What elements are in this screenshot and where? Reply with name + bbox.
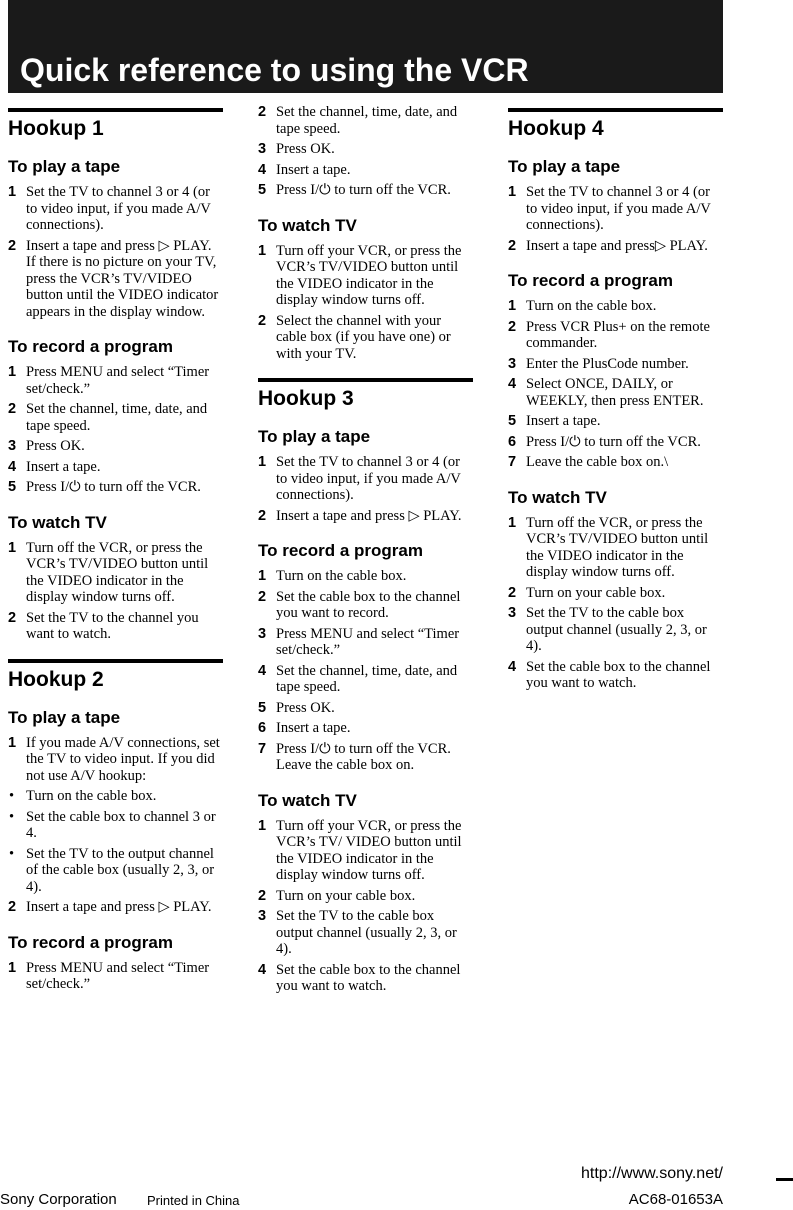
step-item xyxy=(8,364,223,397)
instruction-section xyxy=(8,336,223,496)
step-item xyxy=(258,162,473,179)
footer-company: Sony Corporation xyxy=(0,1191,117,1208)
step-item xyxy=(508,184,723,234)
step-text: Select ONCE, DAILY, or WEEKLY, then press ENTER. xyxy=(526,376,704,409)
step-text: Press I/⏻ to turn off the VCR. Leave the cable box on. xyxy=(276,740,451,773)
step-number: 2 xyxy=(508,318,517,335)
step-number: 7 xyxy=(508,454,517,470)
footer-printed-in: Printed in China xyxy=(147,1193,240,1208)
section-heading: To watch TV xyxy=(8,512,107,532)
step-number: 6 xyxy=(508,433,517,450)
step-item xyxy=(8,788,223,805)
step-list xyxy=(258,243,473,363)
step-number: 4 xyxy=(508,376,517,392)
step-number: 4 xyxy=(258,662,267,679)
instruction-section xyxy=(258,540,473,774)
instruction-section xyxy=(258,215,473,363)
step-text: Turn off your VCR, or press the VCR’s TV/ VIDEO button until the VIDEO indicator in the display window turns off. xyxy=(276,817,462,883)
hookup-section xyxy=(8,108,223,142)
section-heading: To watch TV xyxy=(508,487,607,507)
step-list xyxy=(258,104,473,199)
step-number: 1 xyxy=(508,184,517,200)
step-number: 2 xyxy=(508,237,517,254)
step-number: 5 xyxy=(258,699,267,716)
step-list xyxy=(8,184,223,320)
step-number: 1 xyxy=(508,514,517,531)
step-number: 2 xyxy=(508,584,517,601)
step-item xyxy=(258,568,473,585)
step-item xyxy=(508,659,723,692)
step-text: If you made A/V connections, set the TV to video input. If you did not use A/V hookup: xyxy=(26,734,220,784)
section-heading: To play a tape xyxy=(258,427,371,446)
step-item xyxy=(258,962,473,995)
section-heading: To record a program xyxy=(8,337,173,356)
step-item xyxy=(508,298,723,315)
hookup-section xyxy=(258,378,473,412)
step-list xyxy=(258,568,473,774)
section-heading: To watch TV xyxy=(258,790,357,810)
step-item xyxy=(508,238,723,255)
step-list xyxy=(508,298,723,471)
step-text: Press MENU and select “Timer set/check.” xyxy=(276,625,460,658)
step-text: Set the TV to channel 3 or 4 (or to video input, if you made A/V connections). xyxy=(276,454,461,503)
step-item xyxy=(8,899,223,916)
step-number: 5 xyxy=(8,479,17,495)
bullet-marker: • xyxy=(9,845,15,862)
step-number: 2 xyxy=(258,312,267,329)
step-text: Insert a tape and press▷ PLAY. xyxy=(526,237,708,254)
step-item xyxy=(8,401,223,434)
step-text: Insert a tape and press ▷ PLAY. xyxy=(276,507,462,524)
step-number: 2 xyxy=(8,609,17,626)
step-number: 4 xyxy=(258,161,267,178)
step-text: Set the cable box to the channel you want to watch. xyxy=(526,658,711,691)
step-item xyxy=(8,735,223,785)
step-number: 7 xyxy=(258,740,267,757)
hookup-heading: Hookup 3 xyxy=(258,387,354,410)
step-number: 1 xyxy=(258,242,267,259)
step-item xyxy=(508,605,723,655)
step-text: Turn on the cable box. xyxy=(276,568,407,584)
step-text: Press OK. xyxy=(276,699,335,716)
step-number: 1 xyxy=(8,959,17,976)
step-text: Turn off the VCR, or press the VCR’s TV/VIDEO button until the VIDEO indicator in the display window turns off. xyxy=(26,539,209,605)
step-number: 3 xyxy=(258,908,267,924)
step-text: Insert a tape and press ▷ PLAY. If there is no picture on your TV, press the VCR’s TV/VIDEO button until the VIDEO indicator appears in the display window. xyxy=(26,237,219,320)
step-number: 2 xyxy=(258,507,267,524)
step-text: Set the cable box to the channel you want to watch. xyxy=(276,961,461,994)
step-item xyxy=(258,104,473,137)
step-number: 3 xyxy=(258,141,267,157)
step-text: Press OK. xyxy=(276,141,335,157)
instruction-section xyxy=(508,156,723,254)
step-item xyxy=(258,508,473,525)
step-number: 4 xyxy=(508,658,517,675)
step-number: 4 xyxy=(258,961,267,978)
section-heading: To record a program xyxy=(8,932,173,952)
step-item xyxy=(258,454,473,504)
step-text: Insert a tape. xyxy=(26,458,101,475)
step-number: 1 xyxy=(508,298,517,314)
step-item xyxy=(258,888,473,905)
step-number: 1 xyxy=(8,364,17,380)
step-text: Turn off the VCR, or press the VCR’s TV/VIDEO button until the VIDEO indicator in the display window turns off. xyxy=(526,514,709,580)
step-item xyxy=(258,589,473,622)
bullet-marker: • xyxy=(9,808,15,825)
step-text: Set the TV to the channel you want to watch. xyxy=(26,609,199,642)
step-text: Turn off your VCR, or press the VCR’s TV/VIDEO button until the VIDEO indicator in the display window turns off. xyxy=(276,242,462,308)
section-heading: To play a tape xyxy=(8,157,121,176)
step-item xyxy=(258,720,473,737)
step-text: Turn on the cable box. xyxy=(526,298,657,314)
step-item xyxy=(508,585,723,602)
step-number: 5 xyxy=(258,182,267,198)
section-heading: To play a tape xyxy=(8,707,121,727)
step-list xyxy=(8,540,223,643)
step-item xyxy=(508,454,723,471)
step-list xyxy=(8,735,223,916)
footer-doc-code: AC68-01653A xyxy=(628,1191,723,1208)
step-text: Turn on the cable box. xyxy=(26,788,157,804)
step-item xyxy=(8,438,223,455)
step-text: Set the TV to the cable box output channel (usually 2, 3, or 4). xyxy=(526,605,707,654)
step-number: 1 xyxy=(8,184,17,200)
step-number: 1 xyxy=(258,817,267,834)
step-number: 1 xyxy=(8,734,17,751)
hookup-heading: Hookup 2 xyxy=(8,667,104,691)
instruction-section xyxy=(8,512,223,643)
step-item xyxy=(8,809,223,842)
step-list xyxy=(8,960,223,993)
hookup-section xyxy=(508,108,723,142)
step-text: Set the channel, time, date, and tape speed. xyxy=(26,401,208,434)
step-item xyxy=(258,182,473,199)
step-number: 1 xyxy=(8,539,17,556)
footer-url: http://www.sony.net/ xyxy=(581,1165,723,1182)
step-text: Press MENU and select “Timer set/check.” xyxy=(26,364,210,397)
step-list xyxy=(508,515,723,692)
column-3 xyxy=(508,104,723,708)
step-number: 2 xyxy=(258,588,267,605)
column-1 xyxy=(8,104,223,1009)
step-item xyxy=(8,238,223,321)
step-text: Set the channel, time, date, and tape speed. xyxy=(276,104,458,137)
step-item xyxy=(258,700,473,717)
section-heading: To watch TV xyxy=(258,215,357,235)
step-number: 1 xyxy=(258,454,267,470)
step-text: Insert a tape and press ▷ PLAY. xyxy=(26,899,212,915)
step-text: Press I/⏻ to turn off the VCR. xyxy=(526,433,701,450)
step-number: 3 xyxy=(508,355,517,372)
step-text: Set the TV to channel 3 or 4 (or to video input, if you made A/V connections). xyxy=(526,184,711,233)
step-text: Insert a tape. xyxy=(526,413,601,429)
step-item xyxy=(258,243,473,309)
step-text: Insert a tape. xyxy=(276,161,351,178)
step-item xyxy=(8,960,223,993)
step-item xyxy=(258,141,473,158)
step-text: Press MENU and select “Timer set/check.” xyxy=(26,959,210,992)
step-item xyxy=(508,434,723,451)
step-item xyxy=(508,376,723,409)
step-item xyxy=(508,413,723,430)
step-number: 3 xyxy=(508,605,517,621)
instruction-section xyxy=(508,270,723,471)
step-item xyxy=(8,540,223,606)
step-number: 2 xyxy=(258,104,267,120)
step-list xyxy=(258,454,473,524)
hookup-heading: Hookup 1 xyxy=(8,117,104,140)
step-text: Turn on your cable box. xyxy=(276,887,416,904)
step-text: Set the channel, time, date, and tape speed. xyxy=(276,662,458,695)
bullet-marker: • xyxy=(9,788,15,804)
instruction-section xyxy=(8,932,223,993)
page-title: Quick reference to using the VCR xyxy=(20,52,529,88)
step-item xyxy=(258,818,473,884)
title-banner xyxy=(8,0,723,93)
step-item xyxy=(8,610,223,643)
step-item xyxy=(508,356,723,373)
step-item xyxy=(8,184,223,234)
step-item xyxy=(508,319,723,352)
step-item xyxy=(8,846,223,896)
step-number: 2 xyxy=(8,899,17,915)
step-text: Set the cable box to channel 3 or 4. xyxy=(26,808,216,841)
step-text: Press I/⏻ to turn off the VCR. xyxy=(276,182,451,198)
step-text: Set the TV to channel 3 or 4 (or to video input, if you made A/V connections). xyxy=(26,184,211,233)
column-2 xyxy=(258,104,473,1011)
step-text: Set the cable box to the channel you want to record. xyxy=(276,588,461,621)
edge-mark xyxy=(776,1178,793,1181)
step-text: Enter the PlusCode number. xyxy=(526,355,689,372)
step-number: 3 xyxy=(258,625,267,642)
step-text: Press OK. xyxy=(26,438,85,454)
section-heading: To record a program xyxy=(508,271,673,290)
step-item xyxy=(8,479,223,496)
step-number: 4 xyxy=(8,458,17,475)
instruction-section xyxy=(8,707,223,916)
step-item xyxy=(508,515,723,581)
step-item xyxy=(258,663,473,696)
step-text: Press I/⏻ to turn off the VCR. xyxy=(26,479,201,495)
step-number: 6 xyxy=(258,720,267,736)
instruction-section xyxy=(8,156,223,320)
step-number: 1 xyxy=(258,568,267,584)
instruction-section xyxy=(508,487,723,692)
step-text: Leave the cable box on.\ xyxy=(526,454,669,470)
step-number: 2 xyxy=(8,401,17,417)
step-text: Press VCR Plus+ on the remote commander. xyxy=(526,318,710,351)
step-text: Set the TV to the cable box output channel (usually 2, 3, or 4). xyxy=(276,908,457,957)
section-heading: To play a tape xyxy=(508,157,621,176)
instruction-section xyxy=(258,790,473,995)
step-item xyxy=(258,313,473,363)
instruction-section xyxy=(258,426,473,524)
step-number: 2 xyxy=(8,237,17,254)
step-text: Insert a tape. xyxy=(276,720,351,736)
step-text: Turn on your cable box. xyxy=(526,584,666,601)
step-number: 5 xyxy=(508,413,517,429)
step-item xyxy=(258,908,473,958)
step-item xyxy=(258,741,473,774)
step-item xyxy=(258,626,473,659)
step-text: Select the channel with your cable box (if you have one) or with your TV. xyxy=(276,312,451,362)
step-text: Set the TV to the output channel of the cable box (usually 2, 3, or 4). xyxy=(26,845,215,895)
step-number: 2 xyxy=(258,887,267,904)
hookup-heading: Hookup 4 xyxy=(508,117,604,140)
step-list xyxy=(258,818,473,995)
instruction-section xyxy=(258,104,473,199)
step-list xyxy=(8,364,223,496)
step-list xyxy=(508,184,723,254)
section-heading: To record a program xyxy=(258,541,423,560)
step-item xyxy=(8,459,223,476)
hookup-section xyxy=(8,659,223,693)
step-number: 3 xyxy=(8,438,17,454)
